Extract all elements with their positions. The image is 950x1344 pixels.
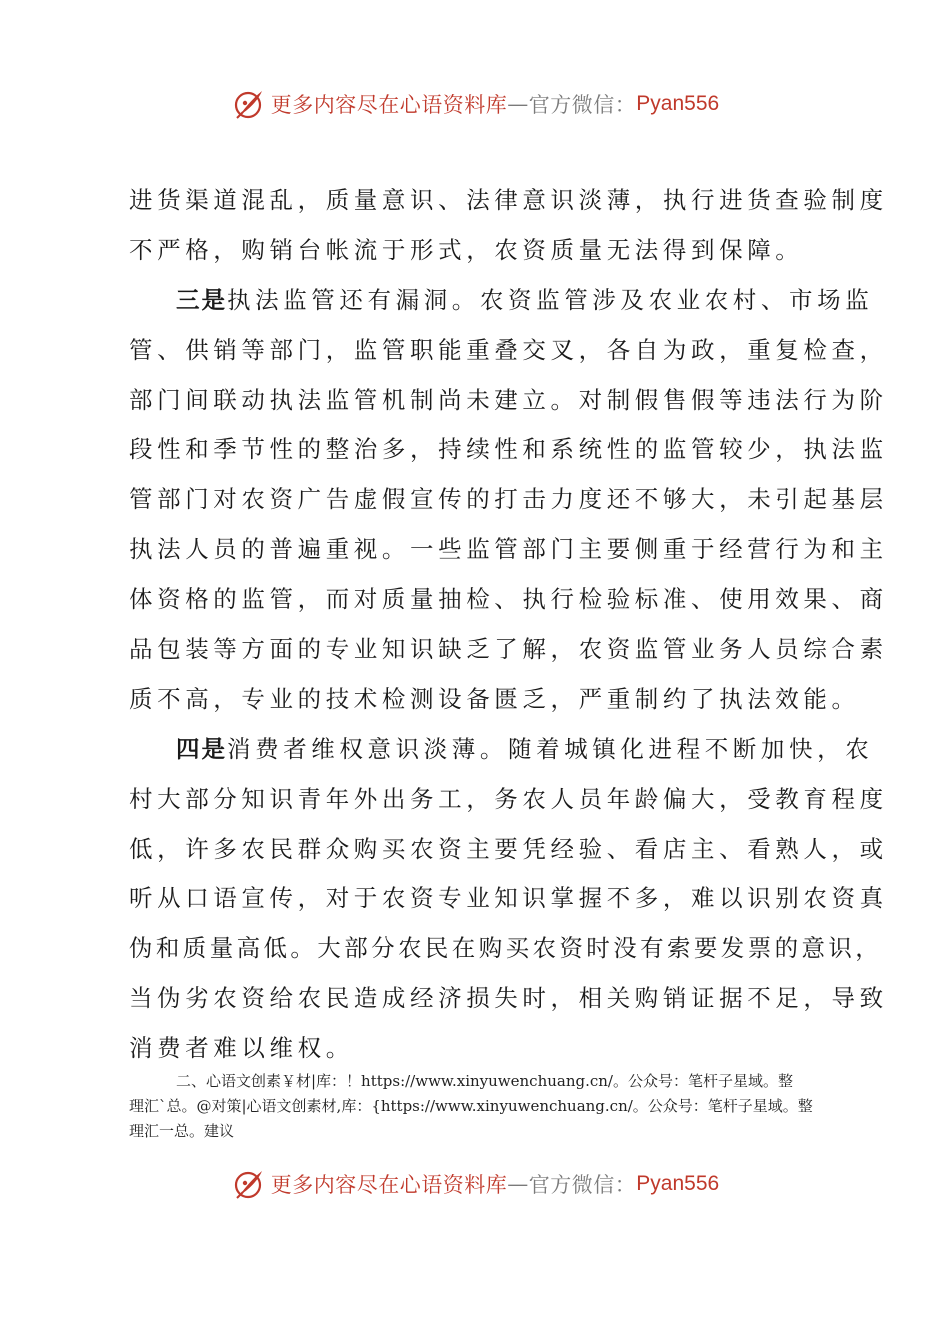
banner-wechat-label: 官方微信：	[528, 1173, 637, 1197]
banner-wechat-id: Pyan556	[636, 92, 720, 115]
footnote-line: 二、心语文创素￥材|库：！https://www.xinyuwenchuang.cn/。公众号：笔杆子星域。整	[176, 1072, 793, 1090]
body-line: 消费者难以维权。	[129, 1034, 354, 1063]
feather-pen-logo-icon	[231, 1166, 267, 1202]
body-line: 执法人员的普遍重视。一些监管部门主要侧重于经营行为和主	[129, 535, 888, 564]
paragraph-first-line	[129, 725, 874, 775]
document-body	[129, 176, 888, 1074]
body-line-text: 消费者维权意识淡薄。随着城镇化进程不断加快，农	[227, 734, 874, 763]
body-line: 进货渠道混乱，质量意识、法律意识淡薄，执行进货查验制度	[129, 186, 888, 214]
footnote-line: 理汇一总。建议	[129, 1122, 235, 1140]
footer-banner	[0, 1162, 950, 1206]
banner-dash: —	[507, 92, 529, 116]
body-line-text: 执法监管还有漏洞。农资监管涉及农业农村、市场监	[227, 285, 874, 314]
paragraph-lead: 四是	[176, 734, 227, 763]
body-line: 伪和质量高低。大部分农民在购买农资时没有索要发票的意识，	[129, 934, 883, 963]
banner-prefix: 更多内容尽在心语资料库	[270, 93, 508, 117]
banner-dash: —	[507, 1172, 529, 1196]
footnote-line: 理汇`总。@对策|心语文创素材,库：{https://www.xinyuwenchuang.cn/。公众号：笔杆子星域。整	[129, 1097, 813, 1115]
banner-wechat-label: 官方微信：	[528, 93, 637, 117]
body-line: 质不高，专业的技术检测设备匮乏，严重制约了执法效能。	[129, 684, 860, 713]
header-banner	[0, 82, 950, 126]
paragraph-lead: 三是	[176, 285, 227, 314]
paragraph-first-line	[129, 276, 874, 326]
body-line: 不严格，购销台帐流于形式，农资质量无法得到保障。	[129, 235, 804, 264]
body-line: 听从口语宣传，对于农资专业知识掌握不多，难以识别农资真	[129, 884, 888, 913]
body-line: 品包装等方面的专业知识缺乏了解，农资监管业务人员综合素	[129, 635, 888, 664]
body-line: 管部门对农资广告虚假宣传的打击力度还不够大，未引起基层	[129, 485, 888, 514]
banner-wechat-id: Pyan556	[636, 1172, 720, 1195]
body-line: 部门间联动执法监管机制尚未建立。对制假售假等违法行为阶	[129, 385, 888, 414]
body-line: 体资格的监管，而对质量抽检、执行检验标准、使用效果、商	[129, 585, 888, 614]
banner-prefix: 更多内容尽在心语资料库	[270, 1173, 508, 1197]
footnote	[129, 1069, 839, 1144]
body-line: 村大部分知识青年外出务工，务农人员年龄偏大，受教育程度	[129, 784, 888, 813]
body-line: 低，许多农民群众购买农资主要凭经验、看店主、看熟人，或	[129, 834, 888, 863]
body-line: 段性和季节性的整治多，持续性和系统性的监管较少，执法监	[129, 435, 888, 464]
body-line: 当伪劣农资给农民造成经济损失时，相关购销证据不足，导致	[129, 984, 888, 1013]
body-line: 管、供销等部门，监管职能重叠交叉，各自为政，重复检查，	[129, 335, 888, 364]
feather-pen-logo-icon	[231, 86, 267, 122]
